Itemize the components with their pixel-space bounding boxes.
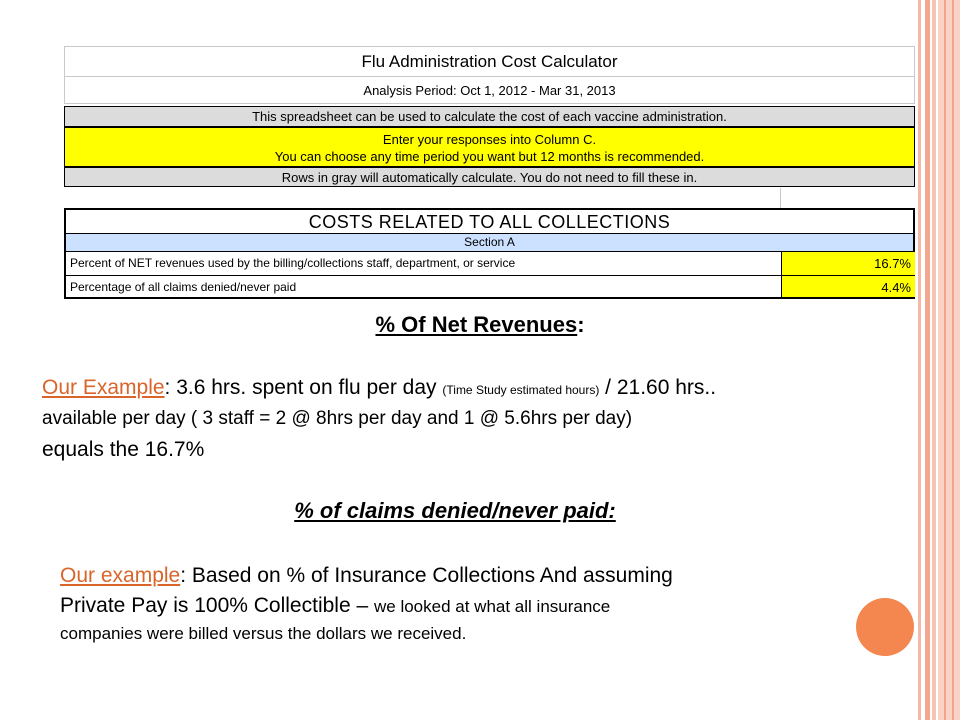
example-label: Our example xyxy=(60,564,181,587)
decorative-stripe xyxy=(932,0,936,720)
instruction-line: Enter your responses into Column C. xyxy=(382,132,597,147)
intro-row: This spreadsheet can be used to calculate the cost of each vaccine administration. xyxy=(64,106,915,127)
net-revenues-line: equals the 16.7% xyxy=(42,438,205,461)
decorative-stripe xyxy=(952,0,954,720)
claims-line: Our example: Based on % of Insurance Collections And assuming xyxy=(60,564,673,587)
claims-line: Private Pay is 100% Collectible – we looked at what all insurance xyxy=(60,594,611,617)
example-label: Our Example xyxy=(42,376,165,399)
claims-denied-heading: % of claims denied/never paid: xyxy=(294,498,616,523)
row-value: 4.4% xyxy=(781,276,915,297)
decorative-stripe xyxy=(918,0,921,720)
decorative-stripe xyxy=(938,0,960,720)
claims-line: companies were billed versus the dollars we received. xyxy=(60,624,467,643)
decorative-stripe xyxy=(944,0,946,720)
table-row xyxy=(64,252,915,276)
sheet-title: Flu Administration Cost Calculator xyxy=(64,46,915,76)
row-label: Percentage of all claims denied/never paid xyxy=(70,280,297,294)
net-revenues-line: Our Example: 3.6 hrs. spent on flu per day (Time Study estimated hours) / 21.60 hrs.. xyxy=(42,376,717,399)
instruction-row xyxy=(64,127,915,167)
decorative-circle xyxy=(856,598,914,656)
instruction-line: You can choose any time period you want but 12 months is recommended. xyxy=(274,149,705,164)
decorative-stripe xyxy=(925,0,930,720)
net-revenues-line: available per day ( 3 staff = 2 @ 8hrs per day and 1 @ 5.6hrs per day) xyxy=(42,408,633,429)
section-label: Section A xyxy=(64,234,915,252)
spreadsheet xyxy=(64,42,916,302)
analysis-period: Analysis Period: Oct 1, 2012 - Mar 31, 2013 xyxy=(64,76,915,104)
net-revenues-heading: % Of Net Revenues: xyxy=(375,312,585,337)
costs-header: COSTS RELATED TO ALL COLLECTIONS xyxy=(64,208,915,234)
gray-note-row: Rows in gray will automatically calculate. You do not need to fill these in. xyxy=(64,167,915,187)
table-row xyxy=(64,276,915,299)
row-value: 16.7% xyxy=(781,252,915,275)
row-label: Percent of NET revenues used by the billing/collections staff, department, or service xyxy=(70,256,516,270)
cell-gridline xyxy=(780,188,781,208)
